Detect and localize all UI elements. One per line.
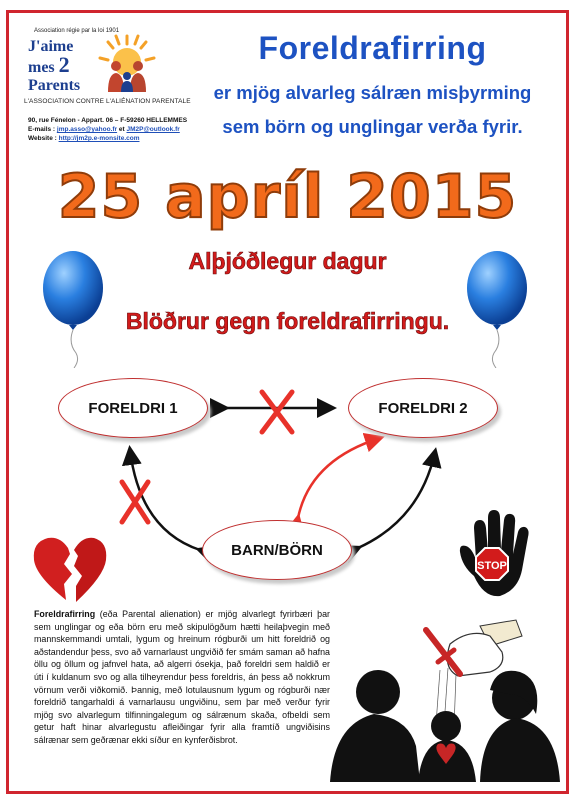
subtitle-line-1: er mjög alvarleg sálræn misþyrming	[213, 82, 532, 103]
body-paragraph	[34, 608, 330, 747]
node-parent-2: FORELDRI 2	[348, 378, 498, 438]
website-link[interactable]: http://jm2p.e-monsite.com	[58, 135, 140, 142]
email-link-2[interactable]: JM2P@outlook.fr	[126, 126, 180, 133]
arrow-child-parent2	[358, 452, 435, 548]
stop-hand-icon	[454, 506, 544, 606]
emails-line: E-mails : jmp.asso@yahoo.fr et JM2P@outlook.fr	[28, 126, 180, 133]
event-line-1: Alþjóðlegur dagur	[188, 248, 387, 274]
address: 90, rue Fénelon - Appart. 06 – F-59260 HELLEMMES	[28, 117, 188, 124]
body-lead: Foreldrafirring	[34, 609, 96, 619]
cross-parents-icon	[262, 392, 292, 432]
subtitle-line-2: sem börn og unglingar verða fyrir.	[222, 116, 523, 137]
event-line-2: Blöðrur gegn foreldrafirringu.	[125, 308, 450, 334]
stop-sign-text: STOP	[477, 560, 507, 572]
blue-balloon-icon	[462, 248, 532, 368]
red-arrow-child-parent2	[298, 438, 380, 518]
association-registration: Association régie par la loi 1901	[34, 28, 120, 34]
blue-balloon-icon	[38, 248, 108, 368]
main-title: Foreldrafirring	[258, 30, 487, 66]
node-child: BARN/BÖRN	[202, 520, 352, 580]
logo-text	[28, 38, 80, 95]
event-date: 25 apríl 2015	[57, 162, 518, 232]
puppet-family-silhouette-icon	[330, 606, 560, 782]
logo-line3: Parents	[28, 77, 81, 94]
association-name: L'ASSOCIATION CONTRE L'ALIÉNATION PARENTALE	[24, 98, 191, 105]
family-sun-logo-icon	[96, 32, 158, 94]
logo-line1: J'aime	[28, 38, 74, 55]
broken-heart-icon	[30, 534, 110, 606]
body-text: (eða Parental alienation) er mjög alvarlegt fyrirbæri þar sem unglingar og eða börn eru með skipulögðum hætti heilaþvegin með mannskemmandi umtali, lygum og hreinum rógburði um hitt foreldrið og aðstandendur þess, svo að varnarlaust ungviðið fer smám saman að hafna öllu og öllum og jafnvel hata, að algerri ósekja, það foreldri sem haldið er úti í kuldanum svo og alla tilheyrendur þess foreldris, án þess að nokkrum vörnum verði viðkomið. Þannig, með lotulausnum lygum og rógburði nær foreldrið tangarhaldi á varnarlausu ungviðinu, sem þar með verður fyrir mjög svo alvarlegum tilfinningalegum og sálrænum skaða, ofbeldi sem getur haft hinar alvarlegustu afleiðingar fyrir alla framtíð ungviðisins sálrænar sem geðrænar ekki síður en kynferðisbrot.	[34, 609, 330, 745]
arrow-child-parent1	[130, 450, 200, 550]
website-line: Website : http://jm2p.e-monsite.com	[28, 135, 140, 142]
email-link-1[interactable]: jmp.asso@yahoo.fr	[56, 126, 118, 133]
logo-line2: mes 2	[28, 52, 70, 77]
node-parent-1: FORELDRI 1	[58, 378, 208, 438]
contact-block	[28, 116, 187, 143]
